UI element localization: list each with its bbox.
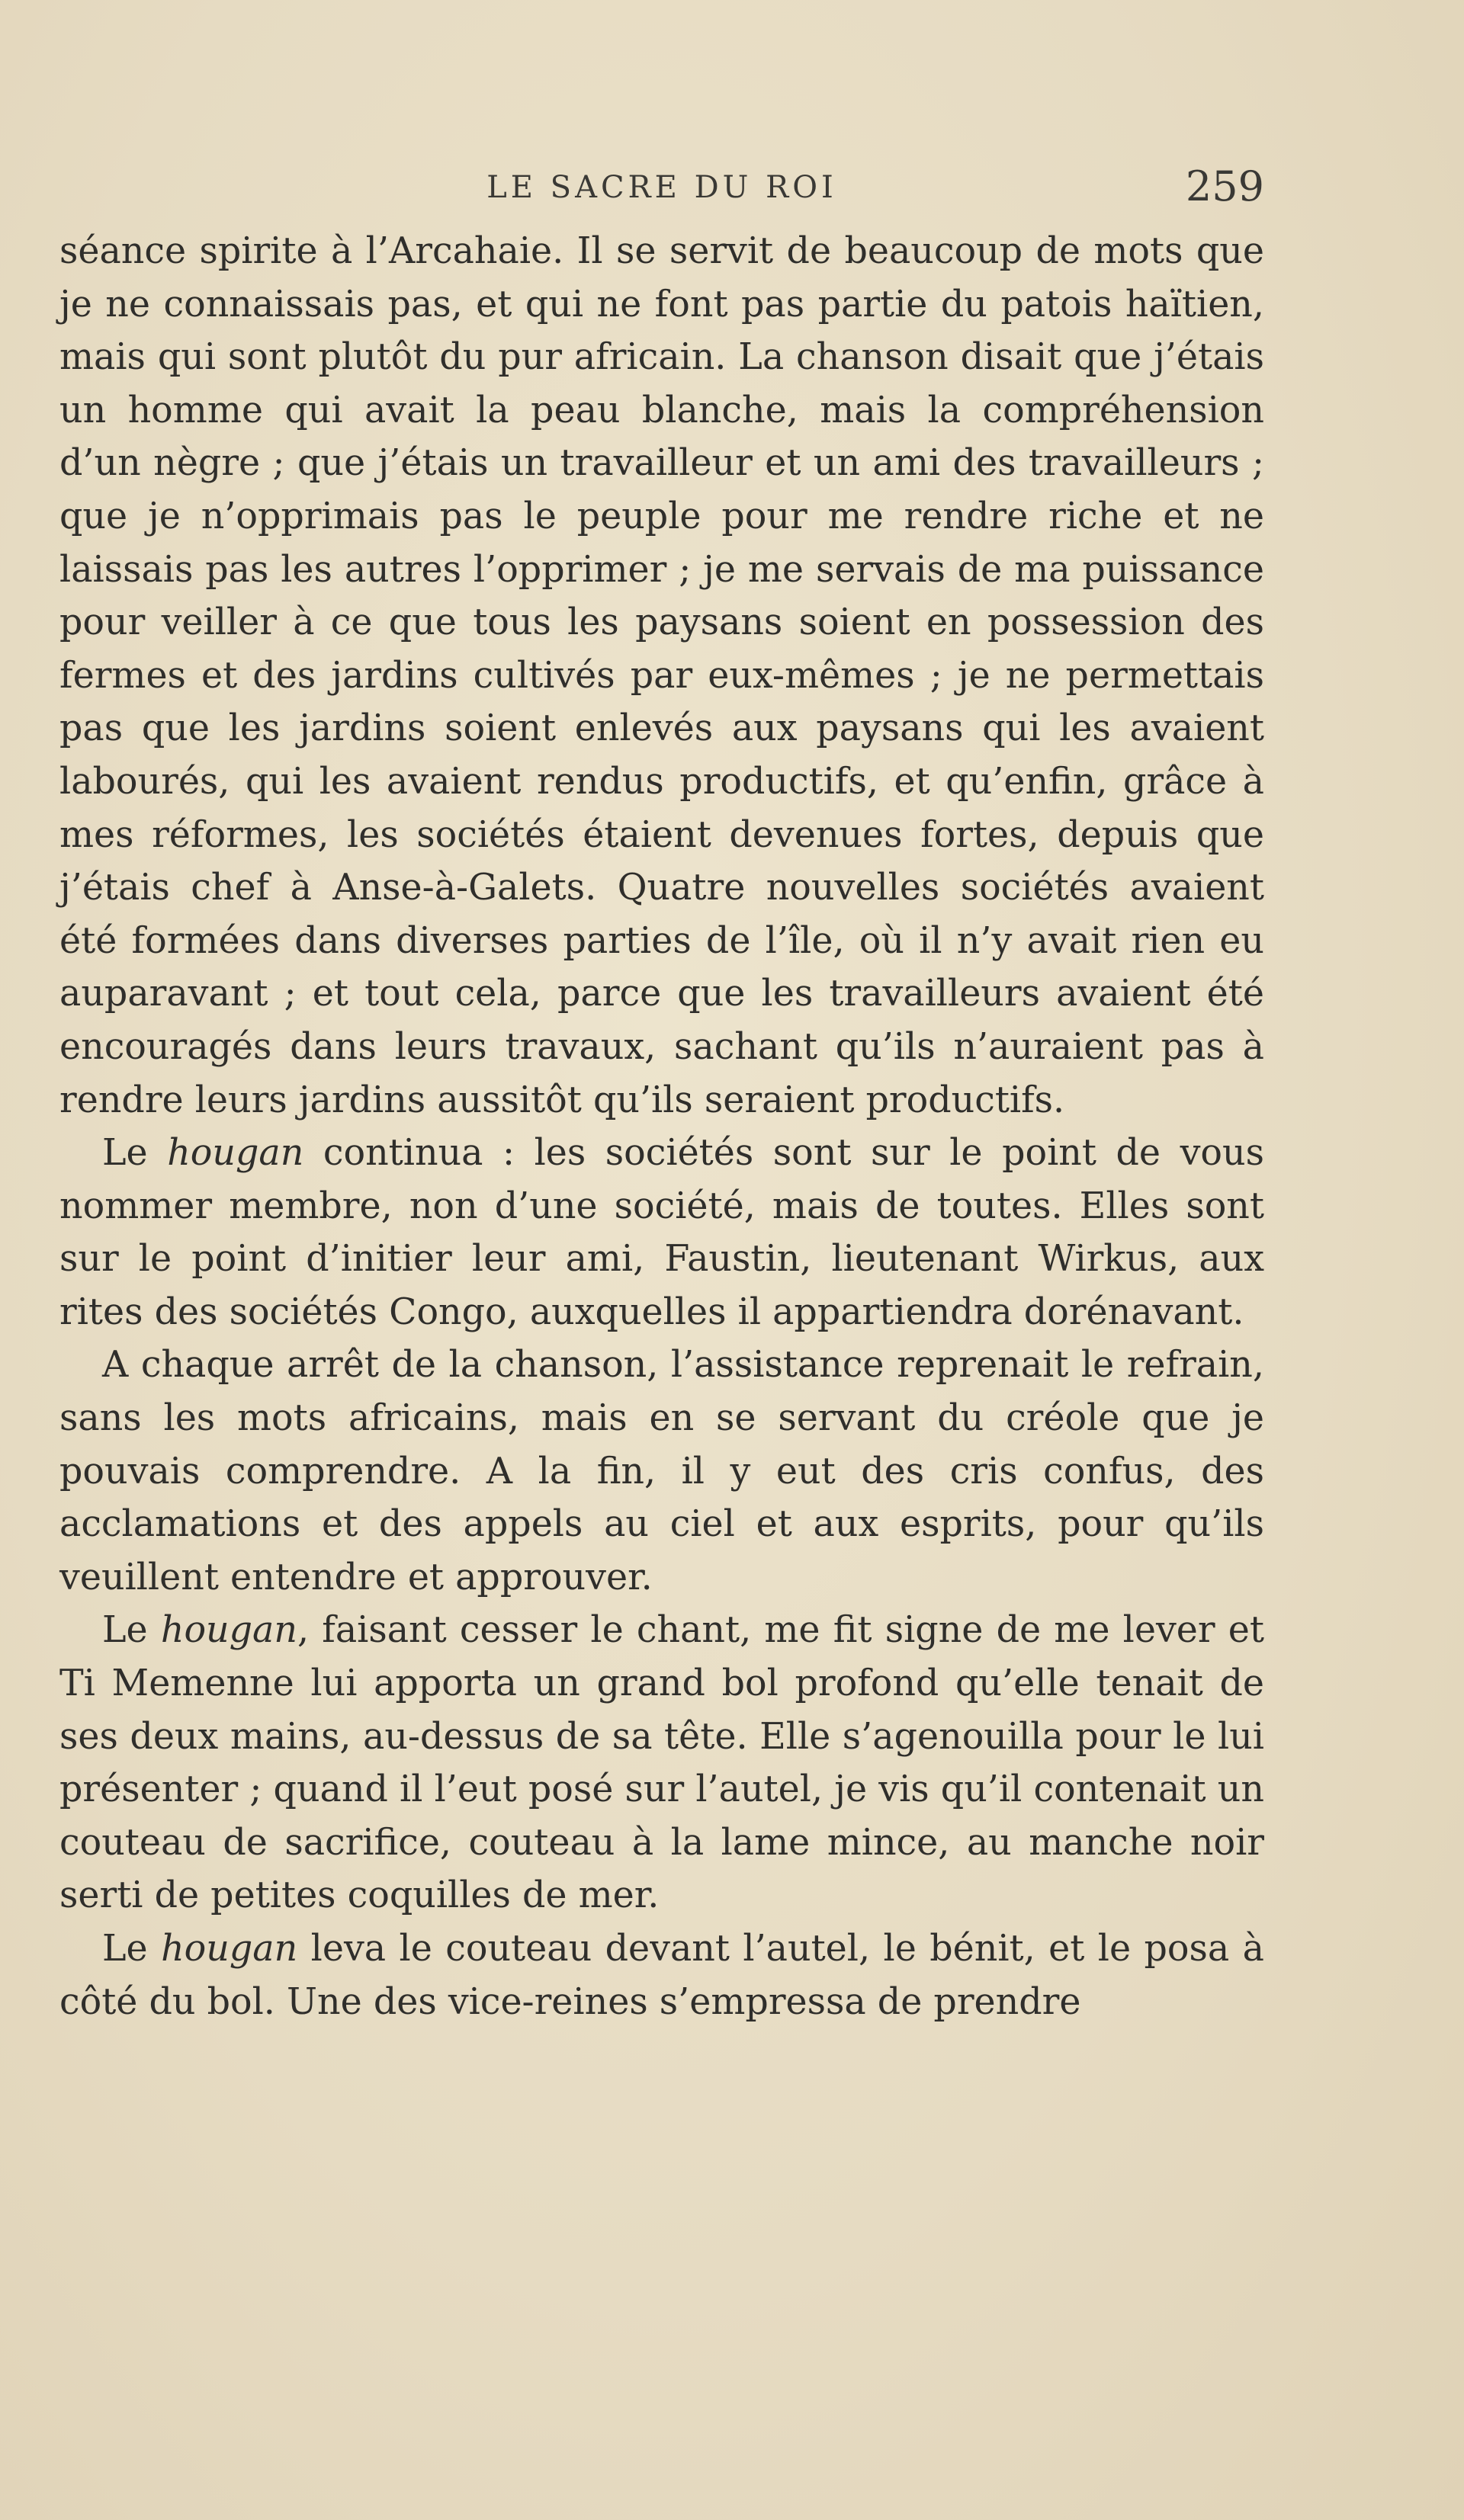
paragraph-text: Le: [102, 1609, 161, 1652]
italic-term: hougan: [167, 1132, 304, 1175]
paragraph-text: continua : les sociétés sont sur le point de vous nommer membre, non d’une société, mais de toutes. Elles sont sur le point d’initier leur ami, Faustin, lieutenant Wirkus, aux rites des sociétés Congo, auxquelles il appartiendra dorénavant.: [59, 1132, 1264, 1333]
paragraph: [59, 1127, 1264, 1339]
paragraph-text: Le: [102, 1132, 168, 1175]
page-number: 259: [1185, 162, 1264, 210]
paragraph-text: séance spirite à l’Arcahaie. Il se servit de beaucoup de mots que je ne connaissais pas, et qui ne font pas partie du patois haïtien, mais qui sont plutôt du pur africain. La chanson disait que j’étais un homme qui avait la peau blanche, mais la compréhension d’un nègre ; que j’étais un travailleur et un ami des travailleurs ; que je n’opprimais pas le peuple pour me rendre riche et ne laissais pas les autres l’opprimer ; je me servais de ma puissance pour veiller à ce que tous les paysans soient en possession des fermes et des jardins cultivés par eux-mêmes ; je ne permettais pas que les jardins soient enlevés aux paysans qui les avaient labourés, qui les avaient rendus productifs, et qu’enfin, grâce à mes réformes, les sociétés étaient devenues fortes, depuis que j’étais chef à Anse-à-Galets. Quatre nouvelles sociétés avaient été formées dans diverses parties de l’île, où il n’y avait rien eu auparavant ; et tout cela, parce que les travailleurs avaient été encouragés dans leurs travaux, sachant qu’ils n’auraient pas à rendre leurs jardins aussitôt qu’ils seraient productifs.: [59, 230, 1264, 1121]
paragraph: [59, 225, 1264, 1127]
body-text: [59, 225, 1264, 2028]
italic-term: hougan: [160, 1609, 297, 1652]
running-title: LE SACRE DU ROI: [486, 170, 837, 205]
paragraph-text: , faisant cesser le chant, me fit signe de me lever et Ti Memenne lui apporta un grand bol profond qu’elle tenait de ses deux mains, au-dessus de sa tête. Elle s’agenouilla pour le lui présenter ; quand il l’eut posé sur l’autel, je vis qu’il contenait un couteau de sacrifice, couteau à la lame mince, au manche noir serti de petites coquilles de mer.: [59, 1609, 1264, 1917]
paragraph: [59, 1922, 1264, 2028]
paragraph: [59, 1339, 1264, 1604]
running-head: [59, 149, 1264, 225]
paragraph-text: leva le couteau devant l’autel, le bénit, et le posa à côté du bol. Une des vice-reines s’empressa de prendre: [59, 1928, 1264, 2023]
book-page: [59, 149, 1264, 2028]
italic-term: hougan: [161, 1928, 298, 1970]
paragraph-text: A chaque arrêt de la chanson, l’assistance reprenait le refrain, sans les mots africains, mais en se servant du créole que je pouvais comprendre. A la fin, il y eut des cris confus, des acclamations et des appels au ciel et aux esprits, pour qu’ils veuillent entendre et approuver.: [59, 1344, 1264, 1598]
paragraph-text: Le: [102, 1928, 162, 1970]
paragraph: [59, 1604, 1264, 1922]
